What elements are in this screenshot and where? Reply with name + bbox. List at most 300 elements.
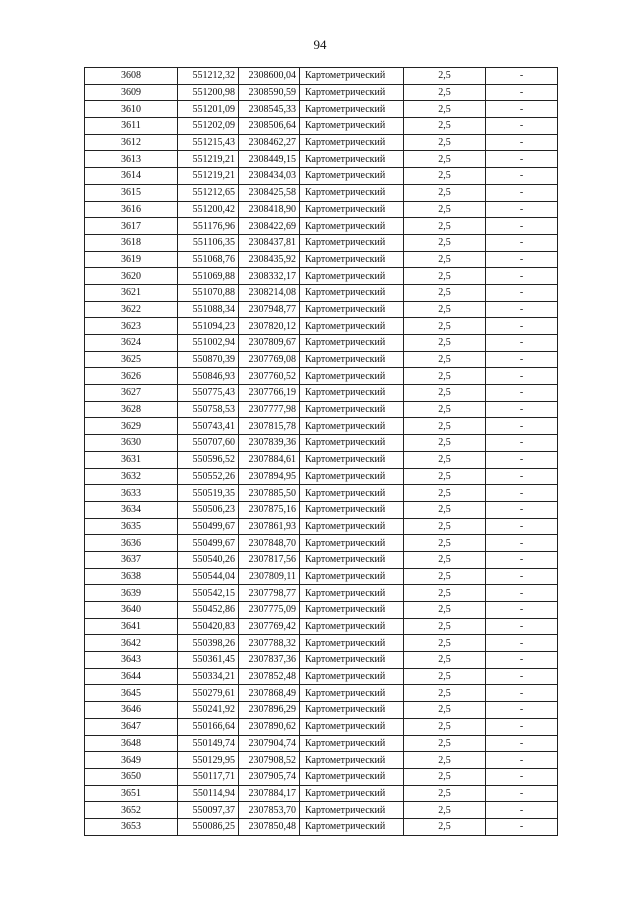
accuracy-cell: 2,5 [404,218,486,235]
page-number: 94 [313,37,327,52]
table-row [85,702,558,719]
point-number-cell: 3640 [85,602,178,619]
point-number-cell: 3619 [85,251,178,268]
x-coordinate-cell: 551219,21 [178,168,239,185]
table-row [85,501,558,518]
note-cell: - [486,702,558,719]
method-cell: Картометрический [300,785,404,802]
note-cell: - [486,335,558,352]
method-cell: Картометрический [300,234,404,251]
note-cell: - [486,351,558,368]
accuracy-cell: 2,5 [404,351,486,368]
y-coordinate-cell: 2308462,27 [239,134,300,151]
method-cell: Картометрический [300,335,404,352]
point-number-cell: 3628 [85,401,178,418]
y-coordinate-cell: 2308600,04 [239,68,300,85]
note-cell: - [486,785,558,802]
method-cell: Картометрический [300,818,404,835]
note-cell: - [486,368,558,385]
y-coordinate-cell: 2307850,48 [239,818,300,835]
note-cell: - [486,251,558,268]
x-coordinate-cell: 550097,37 [178,802,239,819]
method-cell: Картометрический [300,151,404,168]
y-coordinate-cell: 2307885,50 [239,485,300,502]
point-number-cell: 3621 [85,284,178,301]
y-coordinate-cell: 2307848,70 [239,535,300,552]
x-coordinate-cell: 550544,04 [178,568,239,585]
method-cell: Картометрический [300,468,404,485]
y-coordinate-cell: 2307820,12 [239,318,300,335]
point-number-cell: 3649 [85,752,178,769]
table-row [85,485,558,502]
note-cell: - [486,218,558,235]
note-cell: - [486,134,558,151]
table-row [85,668,558,685]
accuracy-cell: 2,5 [404,418,486,435]
accuracy-cell: 2,5 [404,685,486,702]
y-coordinate-cell: 2307875,16 [239,501,300,518]
point-number-cell: 3626 [85,368,178,385]
note-cell: - [486,184,558,201]
method-cell: Картометрический [300,284,404,301]
table-row [85,468,558,485]
y-coordinate-cell: 2308590,59 [239,84,300,101]
accuracy-cell: 2,5 [404,118,486,135]
accuracy-cell: 2,5 [404,752,486,769]
point-number-cell: 3645 [85,685,178,702]
x-coordinate-cell: 550775,43 [178,385,239,402]
note-cell: - [486,585,558,602]
y-coordinate-cell: 2307884,17 [239,785,300,802]
coordinates-table-body [85,68,558,836]
accuracy-cell: 2,5 [404,535,486,552]
table-row [85,435,558,452]
y-coordinate-cell: 2307809,67 [239,335,300,352]
note-cell: - [486,635,558,652]
method-cell: Картометрический [300,501,404,518]
point-number-cell: 3611 [85,118,178,135]
accuracy-cell: 2,5 [404,702,486,719]
x-coordinate-cell: 551215,43 [178,134,239,151]
table-row [85,234,558,251]
method-cell: Картометрический [300,351,404,368]
y-coordinate-cell: 2307817,56 [239,551,300,568]
method-cell: Картометрический [300,435,404,452]
point-number-cell: 3620 [85,268,178,285]
point-number-cell: 3627 [85,385,178,402]
point-number-cell: 3632 [85,468,178,485]
method-cell: Картометрический [300,251,404,268]
method-cell: Картометрический [300,201,404,218]
point-number-cell: 3652 [85,802,178,819]
method-cell: Картометрический [300,735,404,752]
method-cell: Картометрический [300,568,404,585]
point-number-cell: 3638 [85,568,178,585]
y-coordinate-cell: 2307894,95 [239,468,300,485]
table-row [85,101,558,118]
x-coordinate-cell: 550758,53 [178,401,239,418]
y-coordinate-cell: 2308506,64 [239,118,300,135]
method-cell: Картометрический [300,184,404,201]
y-coordinate-cell: 2307769,42 [239,618,300,635]
y-coordinate-cell: 2307775,09 [239,602,300,619]
point-number-cell: 3651 [85,785,178,802]
method-cell: Картометрический [300,652,404,669]
table-row [85,385,558,402]
method-cell: Картометрический [300,101,404,118]
table-row [85,268,558,285]
method-cell: Картометрический [300,485,404,502]
x-coordinate-cell: 550334,21 [178,668,239,685]
method-cell: Картометрический [300,385,404,402]
y-coordinate-cell: 2307908,52 [239,752,300,769]
point-number-cell: 3637 [85,551,178,568]
accuracy-cell: 2,5 [404,485,486,502]
y-coordinate-cell: 2307760,52 [239,368,300,385]
note-cell: - [486,284,558,301]
y-coordinate-cell: 2307890,62 [239,718,300,735]
table-row [85,451,558,468]
note-cell: - [486,151,558,168]
table-row [85,251,558,268]
accuracy-cell: 2,5 [404,151,486,168]
table-row [85,335,558,352]
accuracy-cell: 2,5 [404,168,486,185]
point-number-cell: 3641 [85,618,178,635]
table-row [85,201,558,218]
method-cell: Картометрический [300,685,404,702]
y-coordinate-cell: 2307896,29 [239,702,300,719]
point-number-cell: 3613 [85,151,178,168]
x-coordinate-cell: 551201,09 [178,101,239,118]
method-cell: Картометрический [300,752,404,769]
point-number-cell: 3648 [85,735,178,752]
note-cell: - [486,818,558,835]
point-number-cell: 3647 [85,718,178,735]
y-coordinate-cell: 2307837,36 [239,652,300,669]
note-cell: - [486,468,558,485]
accuracy-cell: 2,5 [404,785,486,802]
point-number-cell: 3617 [85,218,178,235]
method-cell: Картометрический [300,535,404,552]
table-row [85,752,558,769]
note-cell: - [486,68,558,85]
table-row [85,301,558,318]
table-row [85,218,558,235]
accuracy-cell: 2,5 [404,184,486,201]
accuracy-cell: 2,5 [404,802,486,819]
y-coordinate-cell: 2308418,90 [239,201,300,218]
x-coordinate-cell: 550361,45 [178,652,239,669]
table-row [85,568,558,585]
x-coordinate-cell: 550540,26 [178,551,239,568]
accuracy-cell: 2,5 [404,468,486,485]
method-cell: Картометрический [300,451,404,468]
table-row [85,818,558,835]
table-row [85,718,558,735]
coordinates-table [84,67,558,836]
point-number-cell: 3631 [85,451,178,468]
table-row [85,518,558,535]
x-coordinate-cell: 551106,35 [178,234,239,251]
x-coordinate-cell: 550452,86 [178,602,239,619]
x-coordinate-cell: 550552,26 [178,468,239,485]
x-coordinate-cell: 551200,98 [178,84,239,101]
point-number-cell: 3629 [85,418,178,435]
y-coordinate-cell: 2308214,08 [239,284,300,301]
table-row [85,351,558,368]
accuracy-cell: 2,5 [404,652,486,669]
y-coordinate-cell: 2308545,33 [239,101,300,118]
note-cell: - [486,752,558,769]
note-cell: - [486,718,558,735]
point-number-cell: 3643 [85,652,178,669]
method-cell: Картометрический [300,318,404,335]
method-cell: Картометрический [300,618,404,635]
note-cell: - [486,668,558,685]
method-cell: Картометрический [300,718,404,735]
accuracy-cell: 2,5 [404,768,486,785]
accuracy-cell: 2,5 [404,84,486,101]
y-coordinate-cell: 2307839,36 [239,435,300,452]
point-number-cell: 3609 [85,84,178,101]
method-cell: Картометрический [300,518,404,535]
y-coordinate-cell: 2307788,32 [239,635,300,652]
y-coordinate-cell: 2308449,15 [239,151,300,168]
note-cell: - [486,802,558,819]
point-number-cell: 3633 [85,485,178,502]
y-coordinate-cell: 2308434,03 [239,168,300,185]
x-coordinate-cell: 550241,92 [178,702,239,719]
point-number-cell: 3616 [85,201,178,218]
x-coordinate-cell: 551094,23 [178,318,239,335]
x-coordinate-cell: 550499,67 [178,535,239,552]
x-coordinate-cell: 550086,25 [178,818,239,835]
accuracy-cell: 2,5 [404,501,486,518]
point-number-cell: 3610 [85,101,178,118]
note-cell: - [486,685,558,702]
method-cell: Картометрический [300,401,404,418]
method-cell: Картометрический [300,702,404,719]
y-coordinate-cell: 2307798,77 [239,585,300,602]
table-row [85,685,558,702]
table-row [85,368,558,385]
method-cell: Картометрический [300,802,404,819]
y-coordinate-cell: 2307815,78 [239,418,300,435]
accuracy-cell: 2,5 [404,401,486,418]
point-number-cell: 3634 [85,501,178,518]
accuracy-cell: 2,5 [404,134,486,151]
accuracy-cell: 2,5 [404,318,486,335]
x-coordinate-cell: 550506,23 [178,501,239,518]
x-coordinate-cell: 551069,88 [178,268,239,285]
x-coordinate-cell: 550114,94 [178,785,239,802]
table-row [85,84,558,101]
x-coordinate-cell: 550846,93 [178,368,239,385]
method-cell: Картометрический [300,768,404,785]
accuracy-cell: 2,5 [404,268,486,285]
accuracy-cell: 2,5 [404,551,486,568]
method-cell: Картометрический [300,602,404,619]
x-coordinate-cell: 550117,71 [178,768,239,785]
method-cell: Картометрический [300,218,404,235]
note-cell: - [486,234,558,251]
note-cell: - [486,201,558,218]
point-number-cell: 3639 [85,585,178,602]
table-row [85,652,558,669]
table-row [85,785,558,802]
x-coordinate-cell: 550499,67 [178,518,239,535]
note-cell: - [486,118,558,135]
point-number-cell: 3636 [85,535,178,552]
y-coordinate-cell: 2307904,74 [239,735,300,752]
point-number-cell: 3612 [85,134,178,151]
table-row [85,635,558,652]
y-coordinate-cell: 2308435,92 [239,251,300,268]
point-number-cell: 3644 [85,668,178,685]
x-coordinate-cell: 551068,76 [178,251,239,268]
y-coordinate-cell: 2307777,98 [239,401,300,418]
method-cell: Картометрический [300,68,404,85]
x-coordinate-cell: 550420,83 [178,618,239,635]
x-coordinate-cell: 550519,35 [178,485,239,502]
accuracy-cell: 2,5 [404,668,486,685]
note-cell: - [486,418,558,435]
x-coordinate-cell: 551202,09 [178,118,239,135]
y-coordinate-cell: 2308422,69 [239,218,300,235]
method-cell: Картометрический [300,118,404,135]
accuracy-cell: 2,5 [404,301,486,318]
x-coordinate-cell: 550743,41 [178,418,239,435]
method-cell: Картометрический [300,368,404,385]
x-coordinate-cell: 550166,64 [178,718,239,735]
point-number-cell: 3608 [85,68,178,85]
point-number-cell: 3650 [85,768,178,785]
table-row [85,551,558,568]
table-row [85,802,558,819]
accuracy-cell: 2,5 [404,101,486,118]
method-cell: Картометрический [300,268,404,285]
accuracy-cell: 2,5 [404,335,486,352]
table-row [85,585,558,602]
accuracy-cell: 2,5 [404,568,486,585]
x-coordinate-cell: 550596,52 [178,451,239,468]
method-cell: Картометрический [300,418,404,435]
accuracy-cell: 2,5 [404,284,486,301]
x-coordinate-cell: 551200,42 [178,201,239,218]
note-cell: - [486,168,558,185]
note-cell: - [486,268,558,285]
method-cell: Картометрический [300,168,404,185]
point-number-cell: 3623 [85,318,178,335]
point-number-cell: 3622 [85,301,178,318]
accuracy-cell: 2,5 [404,518,486,535]
point-number-cell: 3653 [85,818,178,835]
table-row [85,151,558,168]
table-row [85,68,558,85]
note-cell: - [486,518,558,535]
table-row [85,284,558,301]
point-number-cell: 3642 [85,635,178,652]
x-coordinate-cell: 550279,61 [178,685,239,702]
note-cell: - [486,401,558,418]
y-coordinate-cell: 2307769,08 [239,351,300,368]
note-cell: - [486,652,558,669]
accuracy-cell: 2,5 [404,251,486,268]
point-number-cell: 3624 [85,335,178,352]
note-cell: - [486,101,558,118]
table-row [85,768,558,785]
point-number-cell: 3625 [85,351,178,368]
x-coordinate-cell: 551212,65 [178,184,239,201]
note-cell: - [486,568,558,585]
accuracy-cell: 2,5 [404,718,486,735]
accuracy-cell: 2,5 [404,602,486,619]
method-cell: Картометрический [300,551,404,568]
x-coordinate-cell: 551212,32 [178,68,239,85]
accuracy-cell: 2,5 [404,435,486,452]
method-cell: Картометрический [300,134,404,151]
accuracy-cell: 2,5 [404,68,486,85]
method-cell: Картометрический [300,301,404,318]
y-coordinate-cell: 2308437,81 [239,234,300,251]
table-row [85,535,558,552]
table-row [85,184,558,201]
y-coordinate-cell: 2307853,70 [239,802,300,819]
note-cell: - [486,435,558,452]
note-cell: - [486,385,558,402]
x-coordinate-cell: 551070,88 [178,284,239,301]
x-coordinate-cell: 550149,74 [178,735,239,752]
note-cell: - [486,768,558,785]
y-coordinate-cell: 2307884,61 [239,451,300,468]
y-coordinate-cell: 2308332,17 [239,268,300,285]
table-row [85,735,558,752]
point-number-cell: 3630 [85,435,178,452]
y-coordinate-cell: 2307948,77 [239,301,300,318]
note-cell: - [486,735,558,752]
y-coordinate-cell: 2307868,49 [239,685,300,702]
method-cell: Картометрический [300,668,404,685]
accuracy-cell: 2,5 [404,618,486,635]
x-coordinate-cell: 551088,34 [178,301,239,318]
x-coordinate-cell: 551219,21 [178,151,239,168]
accuracy-cell: 2,5 [404,385,486,402]
table-row [85,318,558,335]
table-row [85,418,558,435]
table-row [85,134,558,151]
note-cell: - [486,485,558,502]
note-cell: - [486,618,558,635]
x-coordinate-cell: 550707,60 [178,435,239,452]
accuracy-cell: 2,5 [404,201,486,218]
x-coordinate-cell: 550870,39 [178,351,239,368]
note-cell: - [486,501,558,518]
table-row [85,168,558,185]
y-coordinate-cell: 2307905,74 [239,768,300,785]
note-cell: - [486,535,558,552]
note-cell: - [486,84,558,101]
note-cell: - [486,551,558,568]
point-number-cell: 3614 [85,168,178,185]
y-coordinate-cell: 2308425,58 [239,184,300,201]
point-number-cell: 3646 [85,702,178,719]
accuracy-cell: 2,5 [404,735,486,752]
accuracy-cell: 2,5 [404,234,486,251]
table-row [85,401,558,418]
y-coordinate-cell: 2307861,93 [239,518,300,535]
accuracy-cell: 2,5 [404,451,486,468]
